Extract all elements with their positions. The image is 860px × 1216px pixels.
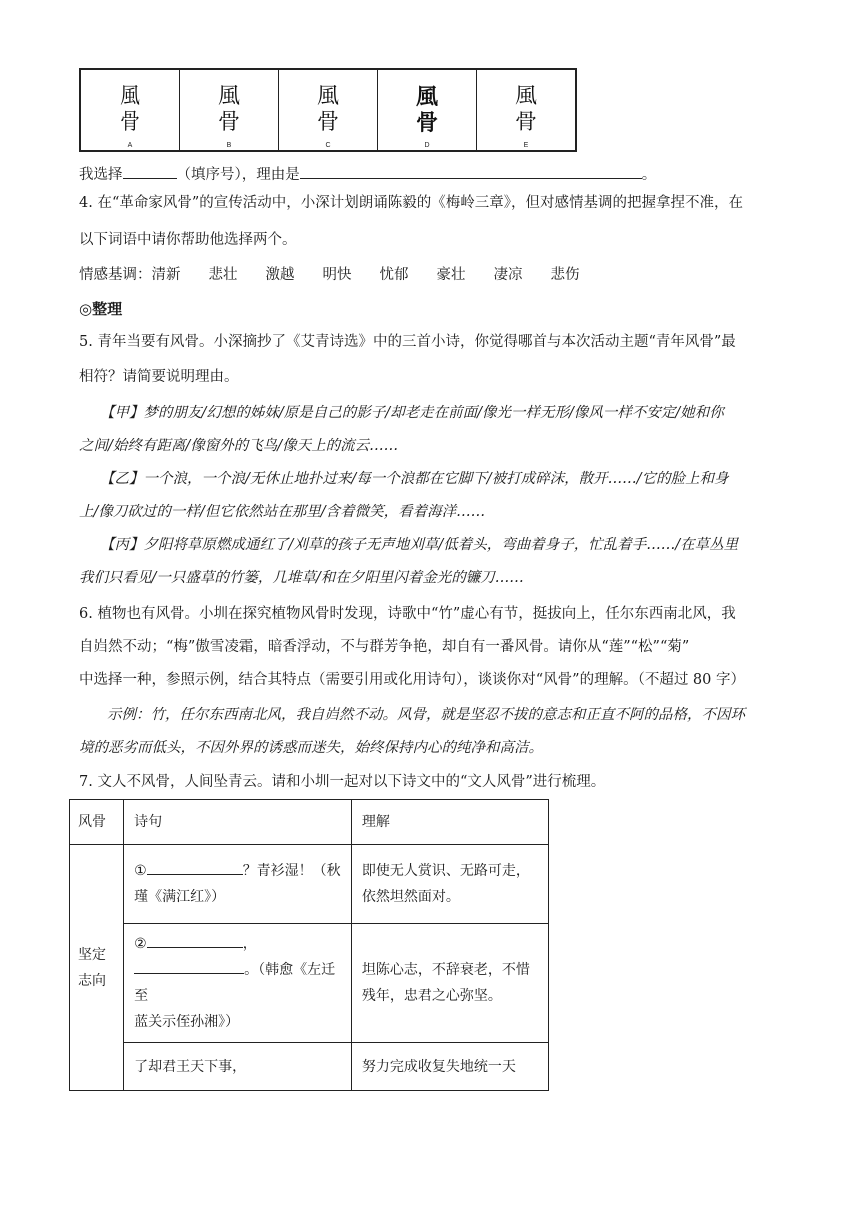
char-glyph-top: 風 — [514, 84, 537, 109]
mood-option: 明快 — [322, 267, 352, 283]
char-option-letter: A — [127, 142, 133, 149]
mood-label: 情感基调： — [79, 267, 152, 283]
poem-yi-line1: 【乙】一个浪，一个浪/无休止地扑过来/每一个浪都在它脚下/被打成碎沫，散开……/它的脸上和身 — [100, 471, 729, 487]
row2-comma: ， — [242, 936, 257, 952]
choice-suffix: 。 — [641, 167, 657, 183]
meaning-cell-2: 坦陈心志，不辞衰老，不惜残年，忠君之心弥坚。 — [351, 924, 548, 1043]
poem-cell-3: 了却君王天下事， — [124, 1043, 352, 1091]
mood-options-row — [79, 264, 784, 286]
meaning-cell-1: 即使无人赏识、无路可走，依然坦然面对。 — [351, 845, 548, 924]
char-option-d — [378, 70, 477, 150]
header-fenggu: 风骨 — [70, 800, 124, 845]
table-row — [70, 845, 549, 924]
q4-line2: 以下词语中请你帮助他选择两个。 — [79, 232, 297, 248]
char-glyph-bottom: 骨 — [415, 110, 438, 136]
q6-example-line1: 示例：竹，任尔东西南北风，我自岿然不动。风骨，就是坚忍不拔的意志和正直不阿的品格，不因环 — [107, 707, 745, 723]
char-option-b — [180, 70, 279, 150]
char-option-e — [477, 70, 575, 150]
mood-option: 忧郁 — [379, 267, 409, 283]
char-glyph-bottom: 骨 — [316, 110, 339, 135]
q6-example-line2: 境的恶劣而低头，不因外界的诱惑而迷失，始终保持内心的纯净和高洁。 — [79, 740, 543, 756]
q5-line2: 相符？请简要说明理由。 — [79, 369, 239, 385]
char-glyph-top: 風 — [217, 84, 240, 109]
choice-line — [79, 162, 784, 186]
char-glyph-bottom: 骨 — [217, 110, 240, 135]
row2-line3: 蓝关示侄孙湘》） — [134, 1014, 240, 1030]
q6-line2: 自岿然不动；“梅”傲雪凌霜，暗香浮动，不与群芳争艳，却自有一番风骨。请你从“莲”“松”“菊” — [79, 639, 690, 655]
row2-answer-blank-1[interactable] — [147, 933, 243, 948]
char-option-letter: C — [325, 142, 331, 149]
mood-option: 悲壮 — [208, 267, 238, 283]
choice-middle: （填序号），理由是 — [176, 167, 300, 183]
q5-line1: 5. 青年当要有风骨。小深摘抄了《艾青诗选》中的三首小诗，你觉得哪首与本次活动主题“青年风骨”最 — [79, 334, 736, 350]
row1-line2: 瑾《满江红》） — [134, 889, 226, 905]
mood-option: 激越 — [265, 267, 295, 283]
mood-option: 清新 — [151, 267, 181, 283]
header-meaning: 理解 — [351, 800, 548, 845]
mood-option: 悲伤 — [550, 267, 580, 283]
fenggu-table — [69, 799, 549, 1091]
group-label-line2: 志向 — [78, 972, 106, 989]
choice-number-blank[interactable] — [123, 162, 177, 179]
char-option-letter: B — [226, 142, 232, 149]
mood-option: 豪壮 — [436, 267, 466, 283]
character-options-strip — [79, 68, 577, 152]
row2-prefix: ② — [134, 936, 147, 952]
char-glyph-top: 風 — [120, 84, 140, 109]
poem-jia-line1: 【甲】梦的朋友/幻想的姊妹/原是自己的影子/却老走在前面/像光一样无形/像风一样不安定/她和你 — [100, 405, 724, 421]
poem-bing-line2: 我们只看见/一只盛草的竹篓，几堆草/和在夕阳里闪着金光的镰刀…… — [79, 570, 524, 586]
char-option-letter: E — [523, 142, 529, 149]
poem-bing-line1: 【丙】夕阳将草原燃成通红了/刈草的孩子无声地刈草/低着头，弯曲着身子，忙乱着手……/在草丛里 — [100, 537, 739, 553]
q7-line1: 7. 文人不风骨，人间坠青云。请和小圳一起对以下诗文中的“文人风骨”进行梳理。 — [79, 774, 606, 790]
header-poem: 诗句 — [124, 800, 352, 845]
char-glyph-bottom: 骨 — [514, 110, 537, 135]
choice-prefix: 我选择 — [79, 167, 123, 183]
char-option-letter: D — [424, 142, 430, 149]
char-option-a — [81, 70, 180, 150]
row1-prefix: ① — [134, 863, 147, 879]
q6-line3: 中选择一种，参照示例，结合其特点（需要引用或化用诗句），谈谈你对“风骨”的理解。（不超过 80 字） — [79, 672, 745, 688]
group-label-cell — [70, 845, 124, 1091]
poem-cell-1 — [124, 845, 352, 924]
section-heading: ◎整理 — [79, 300, 123, 318]
row2-after: 。（韩愈《左迁至 — [134, 962, 336, 1004]
char-glyph-top: 風 — [316, 84, 339, 109]
row1-after: ？青衫湿！（秋 — [242, 863, 341, 879]
char-option-c — [279, 70, 378, 150]
meaning-cell-3: 努力完成收复失地统一天 — [351, 1043, 548, 1091]
mood-option: 凄凉 — [493, 267, 523, 283]
table-row — [70, 1043, 549, 1091]
char-glyph-bottom: 骨 — [120, 110, 140, 135]
poem-jia-line2: 之间/始终有距离/像窗外的飞鸟/像天上的流云…… — [79, 438, 399, 454]
row1-answer-blank[interactable] — [147, 860, 243, 875]
poem-cell-2 — [124, 924, 352, 1043]
poem-yi-line2: 上/像刀砍过的一样/但它依然站在那里/含着微笑，看着海洋…… — [79, 504, 486, 520]
char-glyph-top: 風 — [415, 84, 438, 110]
q4-line1: 4. 在“革命家风骨”的宣传活动中，小深计划朗诵陈毅的《梅岭三章》，但对感情基调的把握拿捏不准，在 — [79, 195, 744, 211]
group-label-line1: 坚定 — [78, 946, 106, 963]
choice-reason-blank[interactable] — [300, 162, 642, 179]
table-row — [70, 924, 549, 1043]
q6-line1: 6. 植物也有风骨。小圳在探究植物风骨时发现，诗歌中“竹”虚心有节，挺拔向上，任尔东西南北风，我 — [79, 606, 736, 622]
table-header-row — [70, 800, 549, 845]
row2-answer-blank-2[interactable] — [134, 959, 244, 974]
